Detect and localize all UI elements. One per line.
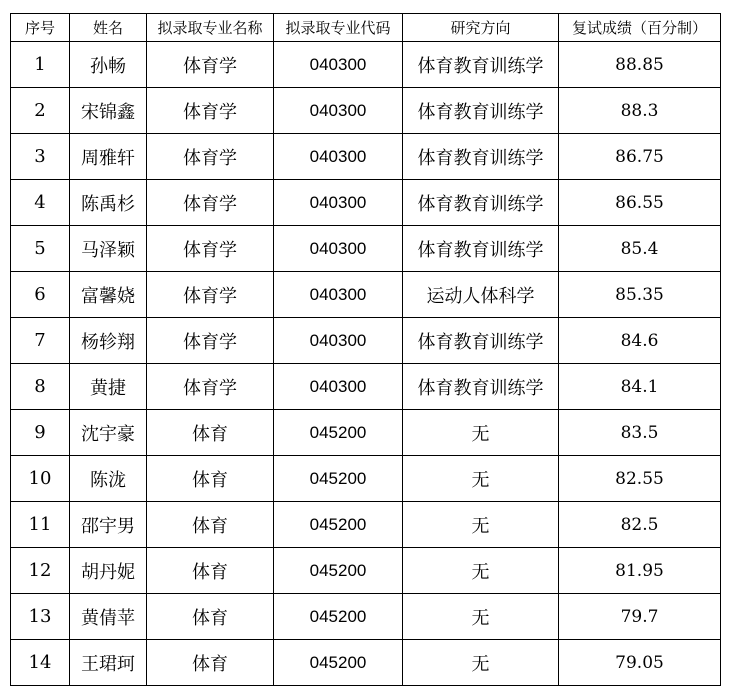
cell-score: 86.55: [559, 180, 721, 226]
cell-code: 045200: [274, 594, 403, 640]
table-row: [11, 364, 721, 410]
cell-major: 体育: [147, 548, 274, 594]
cell-code: 045200: [274, 502, 403, 548]
cell-major: 体育学: [147, 226, 274, 272]
table-row: [11, 640, 721, 686]
cell-name: 富馨娆: [70, 272, 147, 318]
cell-score: 84.6: [559, 318, 721, 364]
cell-code: 045200: [274, 456, 403, 502]
cell-code: 040300: [274, 180, 403, 226]
table-row: [11, 88, 721, 134]
cell-name: 沈宇豪: [70, 410, 147, 456]
cell-direction: 体育教育训练学: [403, 42, 559, 88]
cell-major: 体育学: [147, 318, 274, 364]
cell-code: 040300: [274, 134, 403, 180]
cell-no: 8: [11, 364, 70, 410]
cell-no: 5: [11, 226, 70, 272]
cell-major: 体育学: [147, 88, 274, 134]
cell-name: 陈泷: [70, 456, 147, 502]
cell-major: 体育学: [147, 42, 274, 88]
table-row: [11, 226, 721, 272]
header-no: 序号: [11, 14, 70, 42]
cell-score: 85.4: [559, 226, 721, 272]
cell-major: 体育学: [147, 180, 274, 226]
header-major: 拟录取专业名称: [147, 14, 274, 42]
cell-score: 79.7: [559, 594, 721, 640]
admission-list-sheet: [10, 13, 721, 686]
cell-score: 79.05: [559, 640, 721, 686]
table-row: [11, 410, 721, 456]
cell-direction: 无: [403, 502, 559, 548]
cell-direction: 运动人体科学: [403, 272, 559, 318]
cell-name: 王珺珂: [70, 640, 147, 686]
cell-major: 体育学: [147, 364, 274, 410]
cell-direction: 无: [403, 548, 559, 594]
cell-major: 体育: [147, 640, 274, 686]
cell-direction: 体育教育训练学: [403, 180, 559, 226]
cell-no: 12: [11, 548, 70, 594]
cell-name: 陈禹杉: [70, 180, 147, 226]
header-direction: 研究方向: [403, 14, 559, 42]
cell-no: 7: [11, 318, 70, 364]
header-name: 姓名: [70, 14, 147, 42]
cell-major: 体育: [147, 594, 274, 640]
table-body: [11, 42, 721, 686]
cell-direction: 体育教育训练学: [403, 226, 559, 272]
table-row: [11, 318, 721, 364]
cell-code: 045200: [274, 640, 403, 686]
cell-code: 045200: [274, 548, 403, 594]
cell-name: 黄捷: [70, 364, 147, 410]
table-row: [11, 594, 721, 640]
cell-major: 体育: [147, 410, 274, 456]
cell-direction: 无: [403, 640, 559, 686]
table-row: [11, 548, 721, 594]
cell-direction: 体育教育训练学: [403, 134, 559, 180]
cell-no: 2: [11, 88, 70, 134]
cell-code: 040300: [274, 226, 403, 272]
table-row: [11, 456, 721, 502]
cell-no: 4: [11, 180, 70, 226]
cell-no: 1: [11, 42, 70, 88]
header-code: 拟录取专业代码: [274, 14, 403, 42]
cell-score: 83.5: [559, 410, 721, 456]
cell-name: 杨轸翔: [70, 318, 147, 364]
cell-name: 马泽颖: [70, 226, 147, 272]
cell-code: 040300: [274, 364, 403, 410]
cell-name: 邵宇男: [70, 502, 147, 548]
cell-no: 14: [11, 640, 70, 686]
cell-name: 周雅轩: [70, 134, 147, 180]
table-row: [11, 180, 721, 226]
cell-score: 81.95: [559, 548, 721, 594]
cell-score: 82.5: [559, 502, 721, 548]
cell-direction: 无: [403, 410, 559, 456]
cell-major: 体育: [147, 456, 274, 502]
cell-direction: 体育教育训练学: [403, 88, 559, 134]
cell-code: 045200: [274, 410, 403, 456]
cell-code: 040300: [274, 318, 403, 364]
cell-score: 84.1: [559, 364, 721, 410]
header-score: 复试成绩（百分制）: [559, 14, 721, 42]
cell-major: 体育学: [147, 134, 274, 180]
admission-table: [10, 13, 721, 686]
cell-code: 040300: [274, 42, 403, 88]
table-row: [11, 134, 721, 180]
cell-major: 体育: [147, 502, 274, 548]
cell-direction: 无: [403, 456, 559, 502]
table-row: [11, 42, 721, 88]
cell-score: 88.85: [559, 42, 721, 88]
cell-no: 9: [11, 410, 70, 456]
header-row: [11, 14, 721, 42]
cell-name: 黄倩苹: [70, 594, 147, 640]
cell-no: 3: [11, 134, 70, 180]
cell-code: 040300: [274, 88, 403, 134]
cell-direction: 体育教育训练学: [403, 364, 559, 410]
cell-major: 体育学: [147, 272, 274, 318]
cell-no: 13: [11, 594, 70, 640]
cell-name: 孙畅: [70, 42, 147, 88]
cell-direction: 无: [403, 594, 559, 640]
cell-code: 040300: [274, 272, 403, 318]
cell-name: 宋锦鑫: [70, 88, 147, 134]
cell-score: 86.75: [559, 134, 721, 180]
table-row: [11, 502, 721, 548]
cell-direction: 体育教育训练学: [403, 318, 559, 364]
cell-no: 11: [11, 502, 70, 548]
cell-no: 6: [11, 272, 70, 318]
table-row: [11, 272, 721, 318]
table-header: [11, 14, 721, 42]
cell-score: 85.35: [559, 272, 721, 318]
cell-name: 胡丹妮: [70, 548, 147, 594]
cell-score: 88.3: [559, 88, 721, 134]
cell-score: 82.55: [559, 456, 721, 502]
cell-no: 10: [11, 456, 70, 502]
